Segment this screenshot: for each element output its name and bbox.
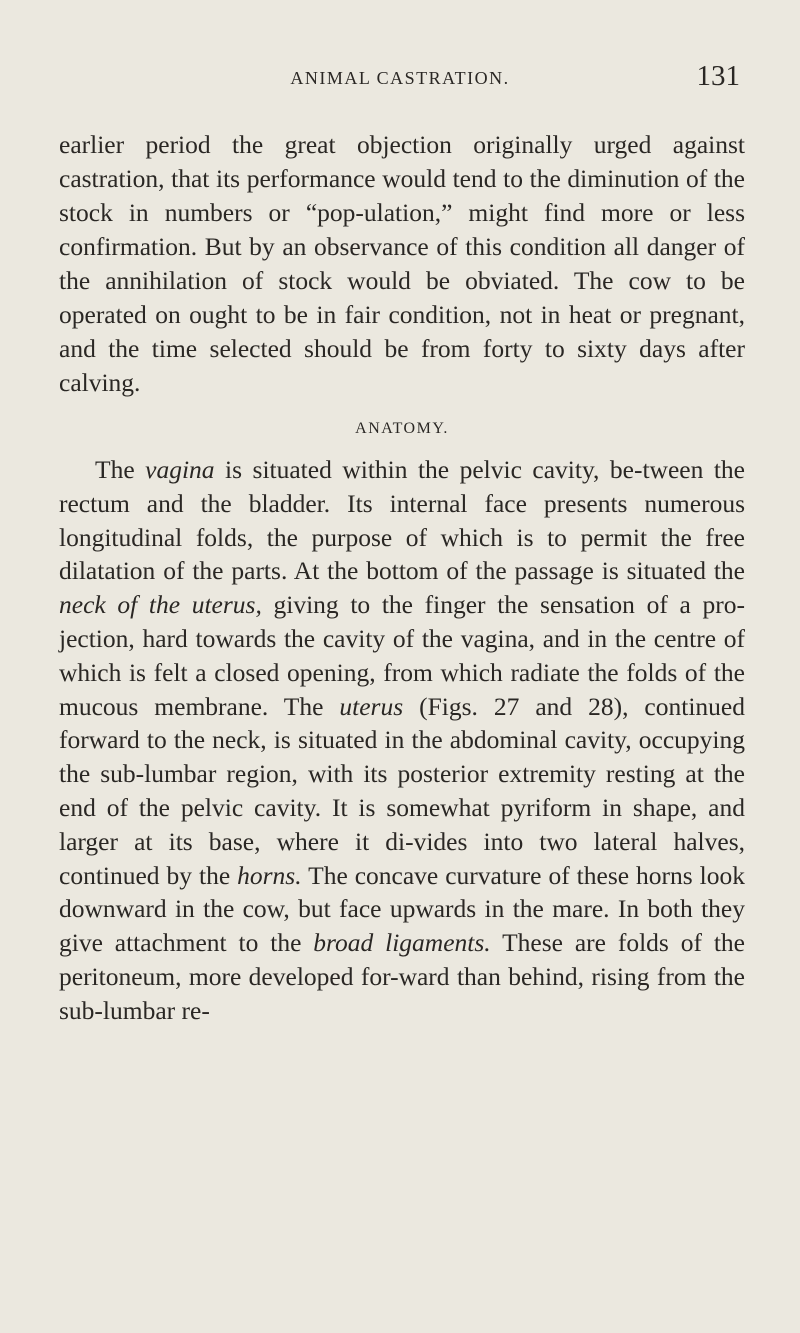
italic-term-broad-ligaments: broad ligaments. xyxy=(313,928,491,958)
page-header xyxy=(60,60,740,100)
italic-term-uterus: uterus xyxy=(339,691,404,721)
italic-term-vagina: vagina xyxy=(145,455,215,484)
text-run: These are folds of the peritoneum, more developed for-ward than behind, rising from the sub-lumbar re- xyxy=(59,928,745,1025)
text-run: The xyxy=(95,455,146,484)
paragraph-anatomy xyxy=(59,453,745,1028)
italic-term-horns: horns. xyxy=(237,860,302,890)
body-text xyxy=(59,128,745,1028)
text-run: (Figs. 27 and 28), continued forward to the neck, is situated in the abdominal cavity, occupying the sub-lumbar region, with its posterior extremity resting at the end of the pelvic cavity. It is somewhat pyriform in shape, and larger at its base, where it di-vides into two lateral halves, continued by the xyxy=(59,691,745,890)
paragraph-continuation: earlier period the great objection originally urged against castration, that its performance would tend to the diminution of the stock in numbers or “pop-ulation,” might find more or less confirmation. But by an observance of this condition all danger of the annihilation of stock would be obviated. The cow to be operated on ought to be in fair condition, not in heat or pregnant, and the time selected should be from forty to sixty days after calving. xyxy=(59,130,745,397)
text-run: The concave curvature of these horns look downward in the cow, but face upwards in the mare. In both they give attachment to the xyxy=(59,860,745,958)
italic-term-neck-of-uterus: neck of the uterus, xyxy=(59,590,262,620)
running-head: ANIMAL CASTRATION. xyxy=(290,68,510,88)
section-heading: ANATOMY. xyxy=(355,420,449,437)
page-number: 131 xyxy=(696,60,740,92)
text-run: is situated within the pelvic cavity, be-tween the rectum and the bladder. Its internal face presents numerous longitudinal folds, the purpose of which is to permit the free dilatation of the parts. At the bottom of the passage is situated the xyxy=(59,455,745,586)
text-run: giving to the finger the sensation of a pro-jection, hard towards the cavity of the vagina, and in the centre of which is felt a closed opening, from which radiate the folds of the mucous membrane. The xyxy=(59,590,745,721)
